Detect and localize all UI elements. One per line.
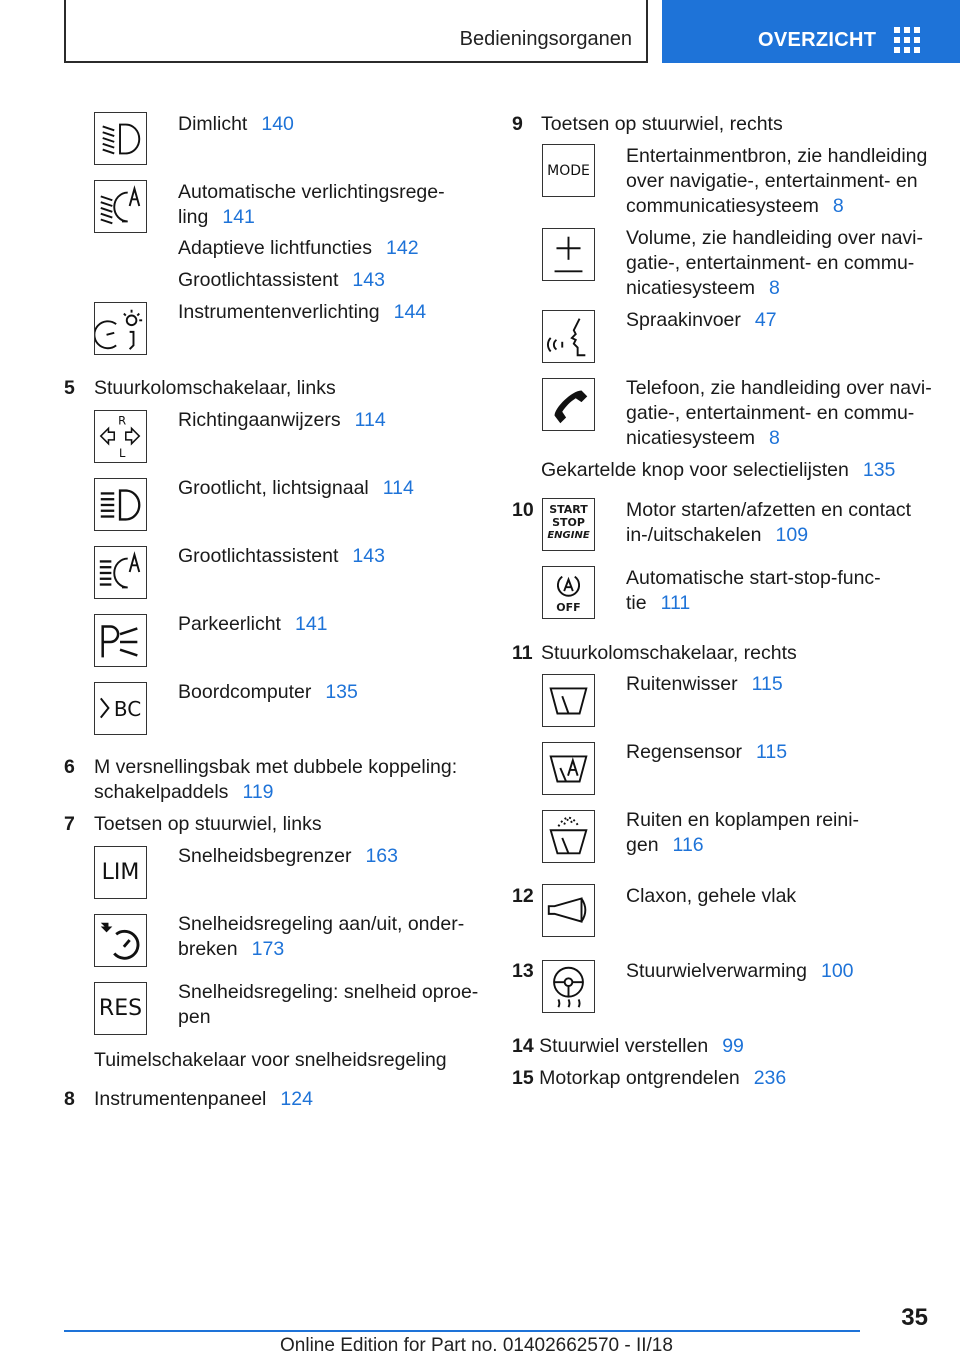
- item-number: 9: [512, 113, 523, 135]
- dipped-beam-icon: [94, 112, 147, 165]
- grid-menu-icon: [894, 27, 920, 53]
- svg-text:L: L: [119, 446, 126, 461]
- page-ref-link[interactable]: 173: [251, 938, 285, 960]
- item-title: Stuurkolomschakelaar, rechts: [541, 642, 797, 664]
- page-ref-link[interactable]: 114: [382, 477, 414, 499]
- list-item: Grootlicht, lichtsignaal 114: [178, 477, 414, 499]
- list-item: Dimlicht 140: [178, 113, 294, 135]
- list-item: Telefoon, zie handleiding over navi- gatie-, entertainment- en commu- nicatiesysteem 8: [626, 377, 932, 449]
- overview-tab-label: OVERZICHT: [758, 29, 877, 51]
- list-item: Snelheidsbegrenzer 163: [178, 845, 398, 867]
- item-number: 8: [64, 1088, 75, 1110]
- item-note: Gekartelde knop voor selectielijsten 135: [541, 459, 896, 481]
- phone-icon: [542, 378, 595, 431]
- list-item: Adaptieve lichtfuncties 142: [178, 237, 419, 259]
- item-title: Toetsen op stuurwiel, rechts: [541, 113, 783, 135]
- page-number: 35: [901, 1304, 928, 1331]
- page-ref-link[interactable]: 100: [820, 960, 854, 982]
- page-ref-link[interactable]: 115: [756, 741, 788, 763]
- turn-signal-icon: [94, 410, 147, 463]
- item-number: 6: [64, 756, 75, 778]
- page-ref-link[interactable]: 141: [222, 206, 255, 228]
- page-ref-link[interactable]: 140: [261, 113, 294, 135]
- list-item: Snelheidsregeling: snelheid oproe- pen: [178, 981, 479, 1028]
- item-number: 7: [64, 813, 75, 835]
- high-beam-icon: [94, 478, 147, 531]
- page-ref-link[interactable]: 236: [753, 1067, 787, 1089]
- voice-input-icon: [542, 310, 595, 363]
- list-item: Automatische verlichtingsrege- ling 141: [178, 181, 445, 228]
- speed-limiter-icon: LIM: [94, 846, 147, 899]
- cruise-control-icon: [94, 914, 147, 967]
- list-item: Volume, zie handleiding over navi- gatie-, entertainment- en commu- nicatiesysteem 8: [626, 227, 924, 299]
- wiper-icon: [542, 674, 595, 727]
- list-item: Boordcomputer 135: [178, 681, 358, 703]
- page-ref-link[interactable]: 8: [832, 195, 844, 217]
- auto-start-stop-icon: OFF: [542, 566, 595, 619]
- item-number: 11: [512, 642, 533, 664]
- instrument-lighting-icon: [94, 302, 147, 355]
- list-item: 14 Stuurwiel verstellen 99: [512, 1035, 744, 1057]
- item-number: 13: [512, 960, 534, 982]
- page-ref-link[interactable]: 135: [862, 459, 896, 481]
- list-item: Ruiten en koplampen reini- gen 116: [626, 809, 860, 856]
- page-ref-link[interactable]: 114: [354, 409, 386, 431]
- page-ref-link[interactable]: 111: [660, 592, 691, 614]
- page-ref-link[interactable]: 143: [352, 545, 385, 567]
- item-number: 5: [64, 377, 75, 399]
- page-ref-link[interactable]: 135: [325, 681, 358, 703]
- page-ref-link[interactable]: 115: [751, 673, 783, 695]
- header-section-box: [64, 0, 648, 63]
- horn-icon: [542, 884, 595, 937]
- list-item: Instrumentenverlichting 144: [178, 301, 427, 323]
- list-item: Automatische start-stop-func- tie 111: [626, 567, 881, 614]
- list-item: Stuurwielverwarming 100: [626, 960, 854, 982]
- section-title: Bedieningsorganen: [459, 28, 632, 50]
- list-item: Parkeerlicht 141: [178, 613, 328, 635]
- page-ref-link[interactable]: 119: [242, 781, 274, 803]
- page-ref-link[interactable]: 163: [365, 845, 398, 867]
- page-ref-link[interactable]: 124: [280, 1088, 313, 1110]
- resume-speed-icon: RES: [94, 982, 147, 1035]
- list-item: Claxon, gehele vlak: [626, 885, 797, 907]
- item-title: Stuurkolomschakelaar, links: [94, 377, 336, 399]
- item-number: 12: [512, 885, 534, 907]
- page-ref-link[interactable]: 8: [768, 427, 780, 449]
- list-item: Spraakinvoer 47: [626, 309, 777, 331]
- list-item: 15 Motorkap ontgrendelen 236: [512, 1067, 787, 1089]
- page-ref-link[interactable]: 142: [386, 237, 419, 259]
- rain-sensor-icon: [542, 742, 595, 795]
- item-title: Toetsen op stuurwiel, links: [94, 813, 322, 835]
- page-ref-link[interactable]: 144: [393, 301, 427, 323]
- volume-icon: [542, 228, 595, 281]
- overview-tab[interactable]: [662, 0, 960, 63]
- high-beam-assist-icon: [94, 546, 147, 599]
- parking-light-icon: [94, 614, 147, 667]
- list-item: Motor starten/afzetten en contact in-/uitschakelen 109: [626, 499, 912, 546]
- list-item: Snelheidsregeling aan/uit, onder- breken 173: [178, 913, 465, 960]
- list-item: Richtingaanwijzers 114: [178, 409, 386, 431]
- page-ref-link[interactable]: 47: [754, 309, 777, 331]
- page-ref-link[interactable]: 109: [775, 524, 809, 546]
- washer-icon: [542, 810, 595, 863]
- page-ref-link[interactable]: 99: [722, 1035, 744, 1057]
- steering-heating-icon: [542, 960, 595, 1013]
- item-number: 10: [512, 499, 534, 521]
- page-ref-link[interactable]: 116: [672, 834, 704, 856]
- list-item: Regensensor 115: [626, 741, 788, 763]
- footer-edition: Online Edition for Part no. 01402662570 - II/18: [280, 1335, 673, 1356]
- list-item: Entertainmentbron, zie handleiding over navigatie-, entertainment- en communicatiesysteem 8: [626, 145, 928, 217]
- auto-lighting-icon: [94, 180, 147, 233]
- page-ref-link[interactable]: 8: [768, 277, 780, 299]
- item-title: M versnellingsbak met dubbele koppeling: schakelpaddels 119: [94, 756, 458, 803]
- mode-icon: MODE: [542, 144, 595, 197]
- item-title: Instrumentenpaneel 124: [94, 1088, 313, 1110]
- page-ref-link[interactable]: 141: [294, 613, 328, 635]
- start-stop-engine-icon: START STOP ENGINE: [542, 498, 595, 551]
- list-item: Grootlichtassistent 143: [178, 269, 385, 291]
- svg-text:R: R: [118, 413, 127, 428]
- footer-divider: [64, 1330, 860, 1332]
- list-item: Ruitenwisser 115: [626, 673, 783, 695]
- onboard-computer-icon: BC: [94, 682, 147, 735]
- page-ref-link[interactable]: 143: [352, 269, 385, 291]
- list-item: Grootlichtassistent 143: [178, 545, 385, 567]
- item-note: Tuimelschakelaar voor snelheidsregeling: [94, 1049, 447, 1071]
